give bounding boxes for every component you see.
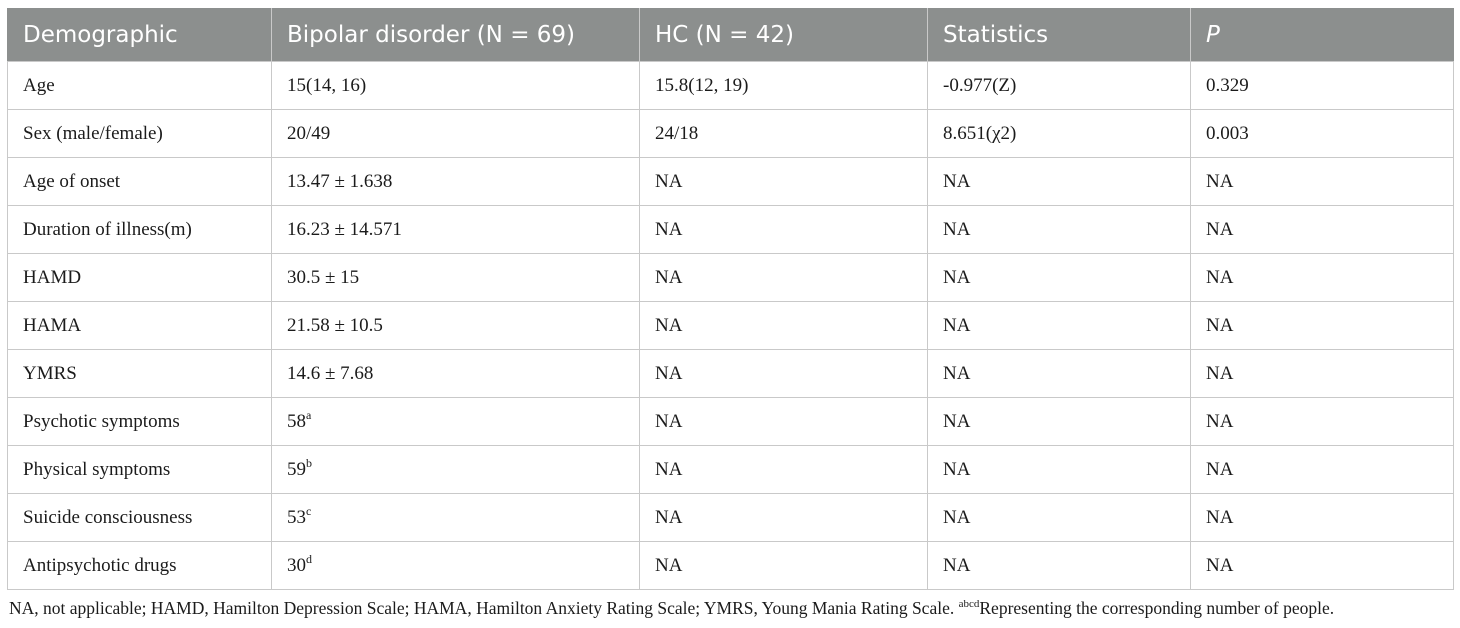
cell-bipolar-superscript: d: [306, 551, 312, 566]
cell-bipolar-value: 30: [287, 554, 306, 576]
cell-demographic: Age of onset: [8, 158, 272, 206]
table-row: [8, 206, 1454, 254]
table-row: [8, 446, 1454, 494]
cell-bipolar-value: 53: [287, 506, 306, 528]
cell-demographic: Physical symptoms: [8, 446, 272, 494]
cell-bipolar-value: 59: [287, 458, 306, 480]
cell-bipolar-value: 15(14, 16): [287, 74, 367, 96]
cell-bipolar-disorder: [272, 254, 640, 302]
cell-statistics: NA: [928, 302, 1191, 350]
cell-bipolar-disorder: [272, 446, 640, 494]
table-row: [8, 158, 1454, 206]
cell-bipolar-superscript: b: [306, 455, 312, 470]
cell-hc: 15.8(12, 19): [640, 62, 928, 110]
table-body: [8, 62, 1454, 590]
cell-p: NA: [1191, 350, 1454, 398]
cell-demographic: Antipsychotic drugs: [8, 542, 272, 590]
cell-bipolar-value: 14.6 ± 7.68: [287, 362, 374, 384]
cell-bipolar-value: 13.47 ± 1.638: [287, 170, 393, 192]
cell-hc: NA: [640, 494, 928, 542]
header-hc: HC (N = 42): [640, 9, 928, 62]
cell-p: NA: [1191, 398, 1454, 446]
cell-p: NA: [1191, 158, 1454, 206]
cell-bipolar-disorder: [272, 350, 640, 398]
header-p-label: P: [1206, 22, 1220, 48]
cell-bipolar-superscript: a: [306, 407, 312, 422]
table-row: [8, 254, 1454, 302]
cell-bipolar-value: 30.5 ± 15: [287, 266, 360, 288]
table-row: [8, 398, 1454, 446]
table-row: [8, 62, 1454, 110]
cell-hc: NA: [640, 542, 928, 590]
cell-demographic: YMRS: [8, 350, 272, 398]
cell-p: 0.329: [1191, 62, 1454, 110]
table-footnote: [9, 598, 1334, 619]
cell-statistics: NA: [928, 254, 1191, 302]
cell-statistics: NA: [928, 206, 1191, 254]
table-row: [8, 494, 1454, 542]
cell-statistics: -0.977(Z): [928, 62, 1191, 110]
header-p: [1191, 9, 1454, 62]
table-row: [8, 542, 1454, 590]
cell-p: NA: [1191, 302, 1454, 350]
table-row: [8, 110, 1454, 158]
cell-demographic: Psychotic symptoms: [8, 398, 272, 446]
cell-p: NA: [1191, 446, 1454, 494]
cell-demographic: HAMA: [8, 302, 272, 350]
cell-p: NA: [1191, 254, 1454, 302]
cell-bipolar-disorder: [272, 542, 640, 590]
table-row: [8, 302, 1454, 350]
cell-hc: NA: [640, 446, 928, 494]
cell-hc: NA: [640, 350, 928, 398]
table-row: [8, 350, 1454, 398]
cell-statistics: NA: [928, 158, 1191, 206]
cell-bipolar-disorder: [272, 494, 640, 542]
cell-p: NA: [1191, 206, 1454, 254]
cell-p: 0.003: [1191, 110, 1454, 158]
footnote-text: NA, not applicable; HAMD, Hamilton Depression Scale; HAMA, Hamilton Anxiety Rating Scale; YMRS, Young Mania Rating Scale.: [9, 598, 959, 618]
table-header: [8, 9, 1454, 62]
footnote-superscript: abcd: [958, 598, 980, 610]
cell-hc: NA: [640, 158, 928, 206]
cell-statistics: NA: [928, 494, 1191, 542]
header-row: [8, 9, 1454, 62]
cell-bipolar-disorder: [272, 158, 640, 206]
cell-hc: NA: [640, 398, 928, 446]
cell-statistics: NA: [928, 398, 1191, 446]
cell-bipolar-disorder: [272, 206, 640, 254]
cell-bipolar-value: 21.58 ± 10.5: [287, 314, 383, 336]
cell-bipolar-disorder: [272, 302, 640, 350]
cell-p: NA: [1191, 542, 1454, 590]
cell-hc: NA: [640, 302, 928, 350]
footnote-tail: Representing the corresponding number of people.: [979, 598, 1335, 618]
demographics-table: [7, 8, 1454, 590]
cell-demographic: Suicide consciousness: [8, 494, 272, 542]
cell-bipolar-superscript: c: [306, 503, 312, 518]
cell-demographic: Sex (male/female): [8, 110, 272, 158]
cell-p: NA: [1191, 494, 1454, 542]
cell-bipolar-disorder: [272, 110, 640, 158]
cell-hc: 24/18: [640, 110, 928, 158]
cell-bipolar-disorder: [272, 398, 640, 446]
cell-demographic: Duration of illness(m): [8, 206, 272, 254]
header-demographic: Demographic: [8, 9, 272, 62]
cell-demographic: HAMD: [8, 254, 272, 302]
cell-statistics: 8.651(χ2): [928, 110, 1191, 158]
cell-statistics: NA: [928, 542, 1191, 590]
cell-hc: NA: [640, 254, 928, 302]
cell-bipolar-value: 58: [287, 410, 306, 432]
header-bipolar-disorder: Bipolar disorder (N = 69): [272, 9, 640, 62]
cell-demographic: Age: [8, 62, 272, 110]
cell-bipolar-value: 20/49: [287, 122, 331, 144]
cell-statistics: NA: [928, 350, 1191, 398]
header-statistics: Statistics: [928, 9, 1191, 62]
cell-statistics: NA: [928, 446, 1191, 494]
cell-bipolar-disorder: [272, 62, 640, 110]
cell-bipolar-value: 16.23 ± 14.571: [287, 218, 402, 240]
cell-hc: NA: [640, 206, 928, 254]
